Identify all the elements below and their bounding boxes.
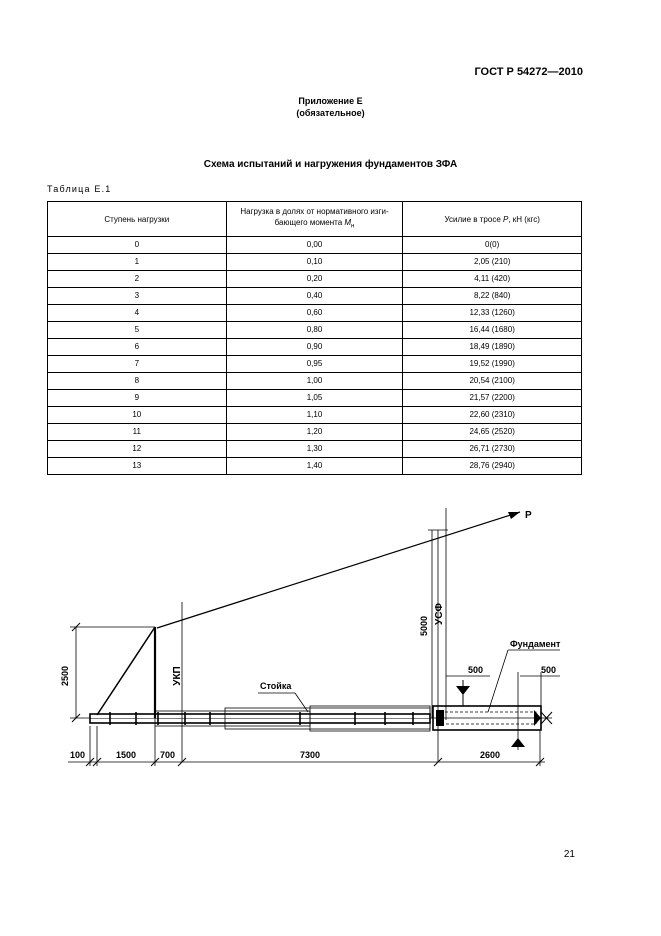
stoyka-label: Стойка	[260, 681, 292, 691]
table-row	[48, 373, 582, 390]
dim-500-a: 500	[468, 665, 484, 675]
cell-force: 4,11 (420)	[403, 271, 582, 288]
cell-step: 11	[48, 424, 227, 441]
table-row	[48, 305, 582, 322]
table-row	[48, 390, 582, 407]
table-row	[48, 424, 582, 441]
cell-step: 5	[48, 322, 227, 339]
cell-force: 8,22 (840)	[403, 288, 582, 305]
support-arrow-icon-2	[511, 738, 525, 747]
annex-status: (обязательное)	[296, 108, 365, 118]
cell-force: 24,65 (2520)	[403, 424, 582, 441]
header-force-suffix: , кН (кгс)	[508, 214, 540, 224]
cell-fraction: 0,80	[226, 322, 403, 339]
cell-step: 1	[48, 254, 227, 271]
cell-force: 22,60 (2310)	[403, 407, 582, 424]
cell-force: 28,76 (2940)	[403, 458, 582, 475]
cell-fraction: 1,10	[226, 407, 403, 424]
dim-100: 100	[70, 750, 86, 760]
header-load-sub: н	[351, 223, 355, 230]
dim-1500: 1500	[116, 750, 137, 760]
cell-force: 0(0)	[403, 237, 582, 254]
cell-force: 26,71 (2730)	[403, 441, 582, 458]
standard-designation: ГОСТ Р 54272—2010	[474, 66, 583, 78]
fundament-label: Фундамент	[510, 639, 561, 649]
end-arrow-icon	[534, 710, 541, 726]
cell-step: 6	[48, 339, 227, 356]
header-load-symbol: M	[344, 217, 352, 227]
cell-force: 2,05 (210)	[403, 254, 582, 271]
table-row	[48, 237, 582, 254]
scheme-title: Схема испытаний и нагружения фундаментов ЗФА	[203, 159, 458, 170]
header-step-text: Ступень нагрузки	[104, 214, 170, 224]
cell-fraction: 0,95	[226, 356, 403, 373]
table-row	[48, 339, 582, 356]
table-header-row	[48, 202, 582, 237]
stoyka-leader	[295, 693, 308, 712]
dim-700: 700	[160, 750, 176, 760]
ukp-brace	[97, 627, 155, 715]
dim-2500: 2500	[60, 665, 70, 687]
cell-step: 10	[48, 407, 227, 424]
cell-step: 12	[48, 441, 227, 458]
cell-force: 20,54 (2100)	[403, 373, 582, 390]
table-row	[48, 441, 582, 458]
cell-step: 4	[48, 305, 227, 322]
cell-fraction: 1,05	[226, 390, 403, 407]
cell-force: 12,33 (1260)	[403, 305, 582, 322]
fundament-leader	[488, 650, 508, 712]
cell-fraction: 1,00	[226, 373, 403, 390]
cell-step: 3	[48, 288, 227, 305]
load-steps-table	[47, 201, 582, 475]
cable-line	[157, 512, 520, 628]
cell-fraction: 0,00	[226, 237, 403, 254]
cell-fraction: 0,20	[226, 271, 403, 288]
cell-fraction: 0,40	[226, 288, 403, 305]
usf-label: УСФ	[434, 603, 445, 625]
cell-fraction: 0,90	[226, 339, 403, 356]
ukp-label: УКП	[172, 666, 183, 686]
cell-force: 16,44 (1680)	[403, 322, 582, 339]
cell-force: 21,57 (2200)	[403, 390, 582, 407]
cell-fraction: 0,10	[226, 254, 403, 271]
header-step	[48, 202, 227, 237]
annex-title: Приложение Е	[298, 96, 363, 106]
cell-force: 18,49 (1890)	[403, 339, 582, 356]
cell-step: 13	[48, 458, 227, 475]
header-load-line1: Нагрузка в долях от нормативного изги-	[240, 206, 389, 216]
test-scheme-drawing	[0, 490, 661, 780]
cell-fraction: 1,20	[226, 424, 403, 441]
table-body	[48, 237, 582, 475]
header-load	[226, 202, 403, 237]
cell-fraction: 1,40	[226, 458, 403, 475]
table-row	[48, 271, 582, 288]
table-row	[48, 407, 582, 424]
header-force-prefix: Усилие в тросе	[444, 214, 503, 224]
table-row	[48, 458, 582, 475]
header-load-line2: бающего момента	[274, 217, 345, 227]
table-row	[48, 356, 582, 373]
dim-2600: 2600	[480, 750, 501, 760]
dim-7300: 7300	[300, 750, 321, 760]
table-row	[48, 322, 582, 339]
header-force-symbol: P	[503, 214, 509, 224]
page-number: 21	[563, 849, 575, 860]
dim-500-b: 500	[541, 665, 557, 675]
cell-force: 19,52 (1990)	[403, 356, 582, 373]
force-arrow-icon	[508, 512, 520, 519]
header-force	[403, 202, 582, 237]
table-caption: Таблица Е.1	[47, 184, 112, 194]
cell-step: 9	[48, 390, 227, 407]
cell-step: 0	[48, 237, 227, 254]
cell-fraction: 1,30	[226, 441, 403, 458]
cell-step: 8	[48, 373, 227, 390]
dim-5000: 5000	[419, 615, 429, 637]
support-arrow-icon	[456, 686, 470, 695]
table-row	[48, 254, 582, 271]
cell-fraction: 0,60	[226, 305, 403, 322]
cell-step: 7	[48, 356, 227, 373]
table-row	[48, 288, 582, 305]
cell-step: 2	[48, 271, 227, 288]
force-label: P	[525, 510, 532, 521]
